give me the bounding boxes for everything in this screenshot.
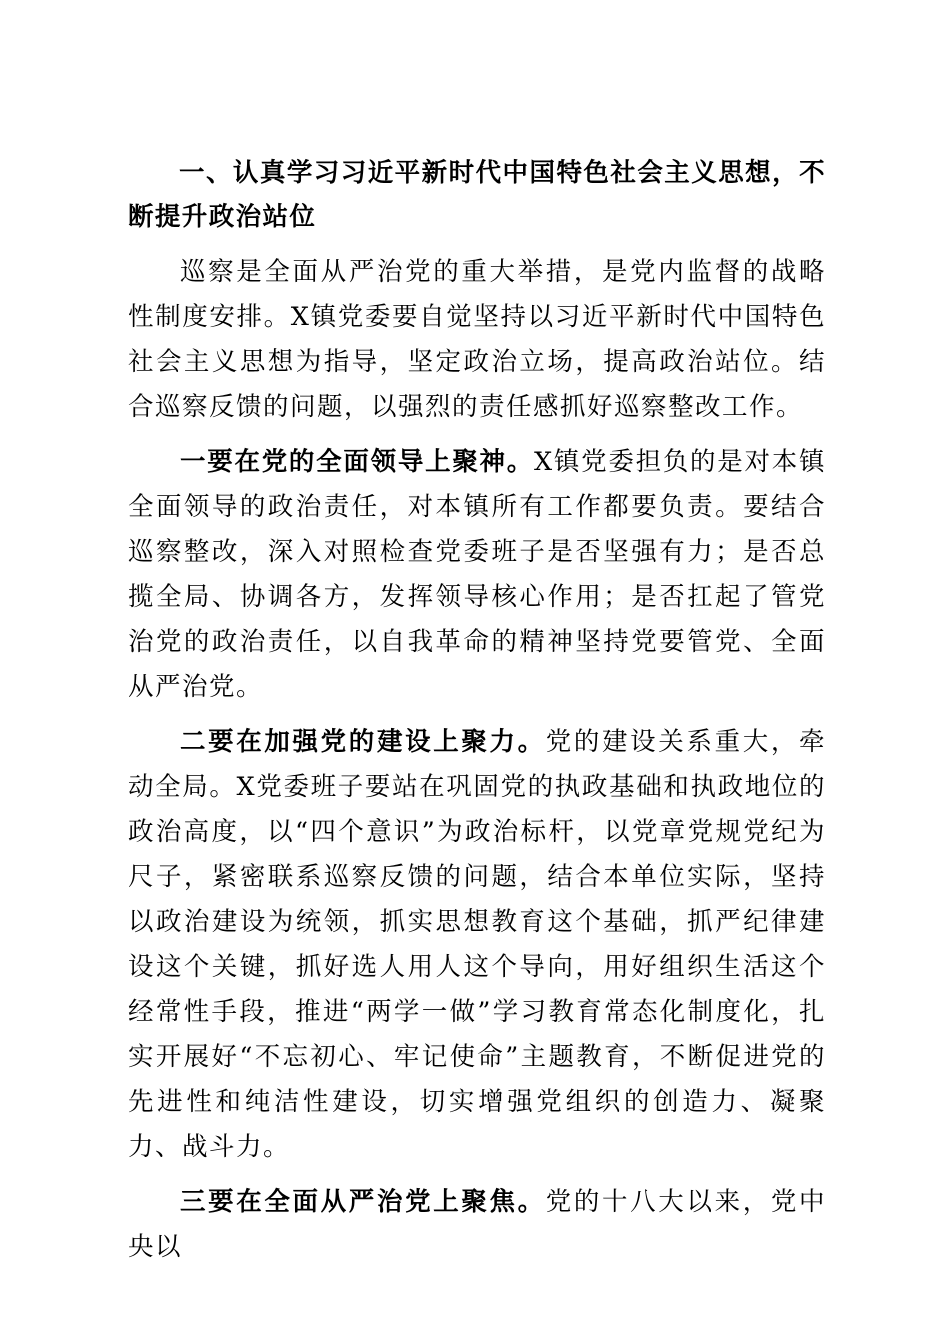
paragraph-point-3	[128, 1180, 826, 1270]
document-body	[128, 151, 826, 1270]
paragraph-point-1	[128, 440, 826, 710]
paragraph-intro	[128, 250, 826, 430]
paragraph-point-2	[128, 720, 826, 1170]
paragraph-text: 党的十八大以来，党中央以	[128, 1187, 826, 1262]
paragraph-lead: 三要在全面从严治党上聚焦。	[180, 1187, 546, 1217]
section-heading: 一、认真学习习近平新时代中国特色社会主义思想，不断提升政治站位	[128, 158, 826, 232]
paragraph-text: X镇党委担负的是对本镇全面领导的政治责任，对本镇所有工作都要负责。要结合巡察整改，深入对照检查党委班子是否坚强有力；是否总揽全局、协调各方，发挥领导核心作用；是否扛起了管党治党的政治责任，以自我革命的精神坚持党要管党、全面从严治党。	[128, 447, 826, 702]
paragraph-lead: 一要在党的全面领导上聚神。	[180, 447, 535, 477]
paragraph-lead: 二要在加强党的建设上聚力。	[180, 727, 546, 757]
paragraph-text: 党的建设关系重大，牵动全局。X党委班子要站在巩固党的执政基础和执政地位的政治高度，以“四个意识”为政治标杆，以党章党规党纪为尺子，紧密联系巡察反馈的问题，结合本单位实际，坚持以政治建设为统领，抓实思想教育这个基础，抓严纪律建设这个关键，抓好选人用人这个导向，用好组织生活这个经常性手段，推进“两学一做”学习教育常态化制度化，扎实开展好“不忘初心、牢记使命”主题教育，不断促进党的先进性和纯洁性建设，切实增强党组织的创造力、凝聚力、战斗力。	[128, 727, 826, 1162]
paragraph-text: 巡察是全面从严治党的重大举措，是党内监督的战略性制度安排。X镇党委要自觉坚持以习近平新时代中国特色社会主义思想为指导，坚定政治立场，提高政治站位。结合巡察反馈的问题，以强烈的责任感抓好巡察整改工作。	[128, 257, 826, 422]
